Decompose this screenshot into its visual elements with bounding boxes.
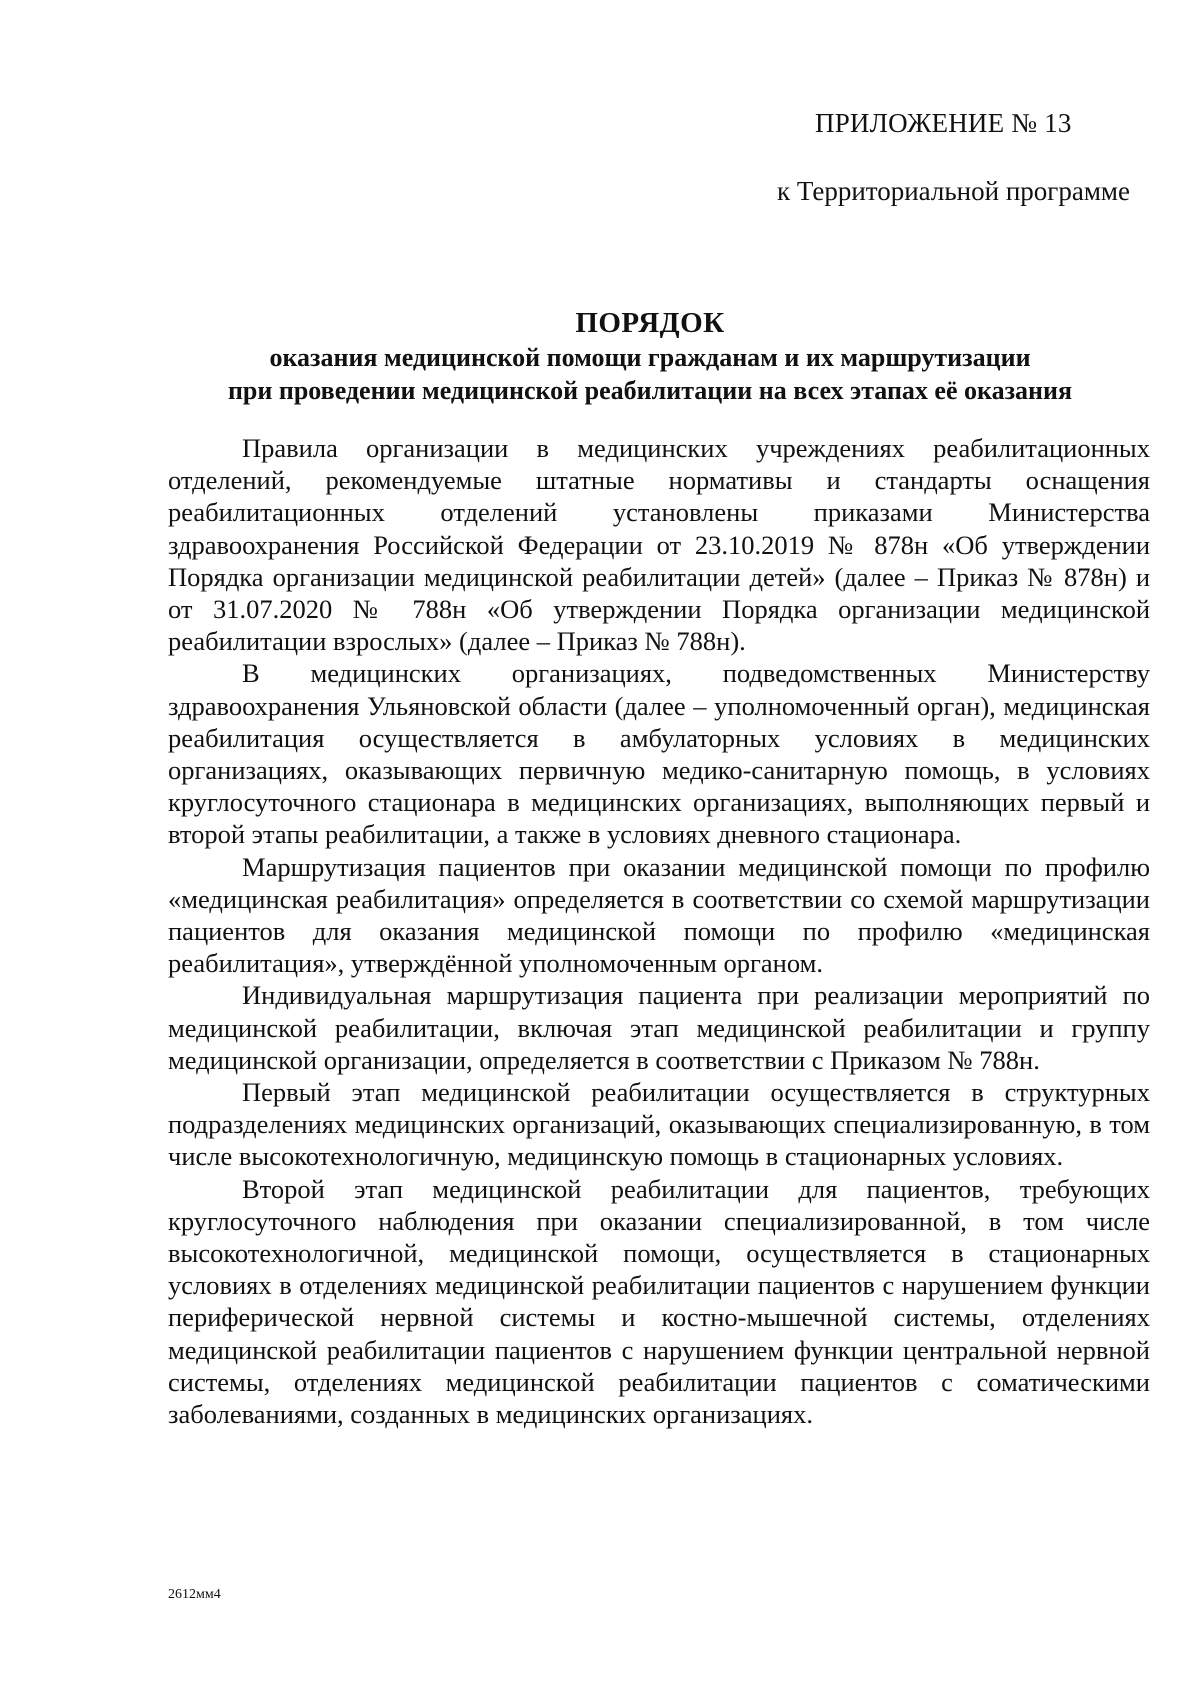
appendix-number: ПРИЛОЖЕНИЕ № 13 bbox=[815, 108, 1072, 138]
document-subtitle-line-2: при проведении медицинской реабилитации на всех этапах её оказания bbox=[227, 376, 1073, 405]
document-title-block bbox=[150, 305, 1150, 407]
paragraph-individual-routing: Индивидуальная маршрутизация пациента при реализации мероприятий по медицинской реабилитации, включая этап медицинской реабилитации и группу медицинской организации, определяется в соответствии с Приказом № 788н. bbox=[168, 980, 1150, 1075]
document-body bbox=[168, 432, 1150, 1430]
paragraph-organizations: В медицинских организациях, подведомственных Министерству здравоохранения Ульяновской области (далее – уполномоченный орган), медицинская реабилитация осуществляется в амбулаторных условиях в медицинских организациях, оказывающих первичную медико-санитарную помощь, в условиях круглосуточного стационара в медицинских организациях, выполняющих первый и второй этапы реабилитации, а также в условиях дневного стационара. bbox=[168, 658, 1150, 850]
document-code: 2612мм4 bbox=[168, 1587, 221, 1602]
appendix-reference: к Территориальной программе bbox=[777, 176, 1130, 206]
paragraph-routing: Маршрутизация пациентов при оказании медицинской помощи по профилю «медицинская реабилитация» определяется в соответствии со схемой маршрутизации пациентов для оказания медицинской помощи по профилю «медицинская реабилитация», утверждённой уполномоченным органом. bbox=[168, 851, 1150, 979]
document-subtitle-line-1: оказания медицинской помощи гражданам и их маршрутизации bbox=[269, 343, 1031, 372]
paragraph-second-stage: Второй этап медицинской реабилитации для пациентов, требующих круглосуточного наблюдения при оказании специализированной, в том числе высокотехнологичной, медицинской помощи, осуществляется в стационарных условиях в отделениях медицинской реабилитации пациентов с нарушением функции периферической нервной системы и костно-мышечной системы, отделениях медицинской реабилитации пациентов с нарушением функции центральной нервной системы, отделениях медицинской реабилитации пациентов с соматическими заболеваниями, созданных в медицинских организациях. bbox=[168, 1173, 1150, 1430]
document-title: ПОРЯДОК bbox=[575, 307, 725, 339]
paragraph-first-stage: Первый этап медицинской реабилитации осуществляется в структурных подразделениях медицинских организаций, оказывающих специализированную, в том числе высокотехнологичную, медицинскую помощь в стационарных условиях. bbox=[168, 1077, 1150, 1172]
paragraph-rules: Правила организации в медицинских учреждениях реабилитационных отделений, рекомендуемые штатные нормативы и стандарты оснащения реабилитационных отделений установлены приказами Министерства здравоохранения Российской Федерации от 23.10.2019 № 878н «Об утверждении Порядка организации медицинской реабилитации детей» (далее – Приказ № 878н) и от 31.07.2020 № 788н «Об утверждении Порядка организации медицинской реабилитации взрослых» (далее – Приказ № 788н). bbox=[168, 433, 1150, 657]
